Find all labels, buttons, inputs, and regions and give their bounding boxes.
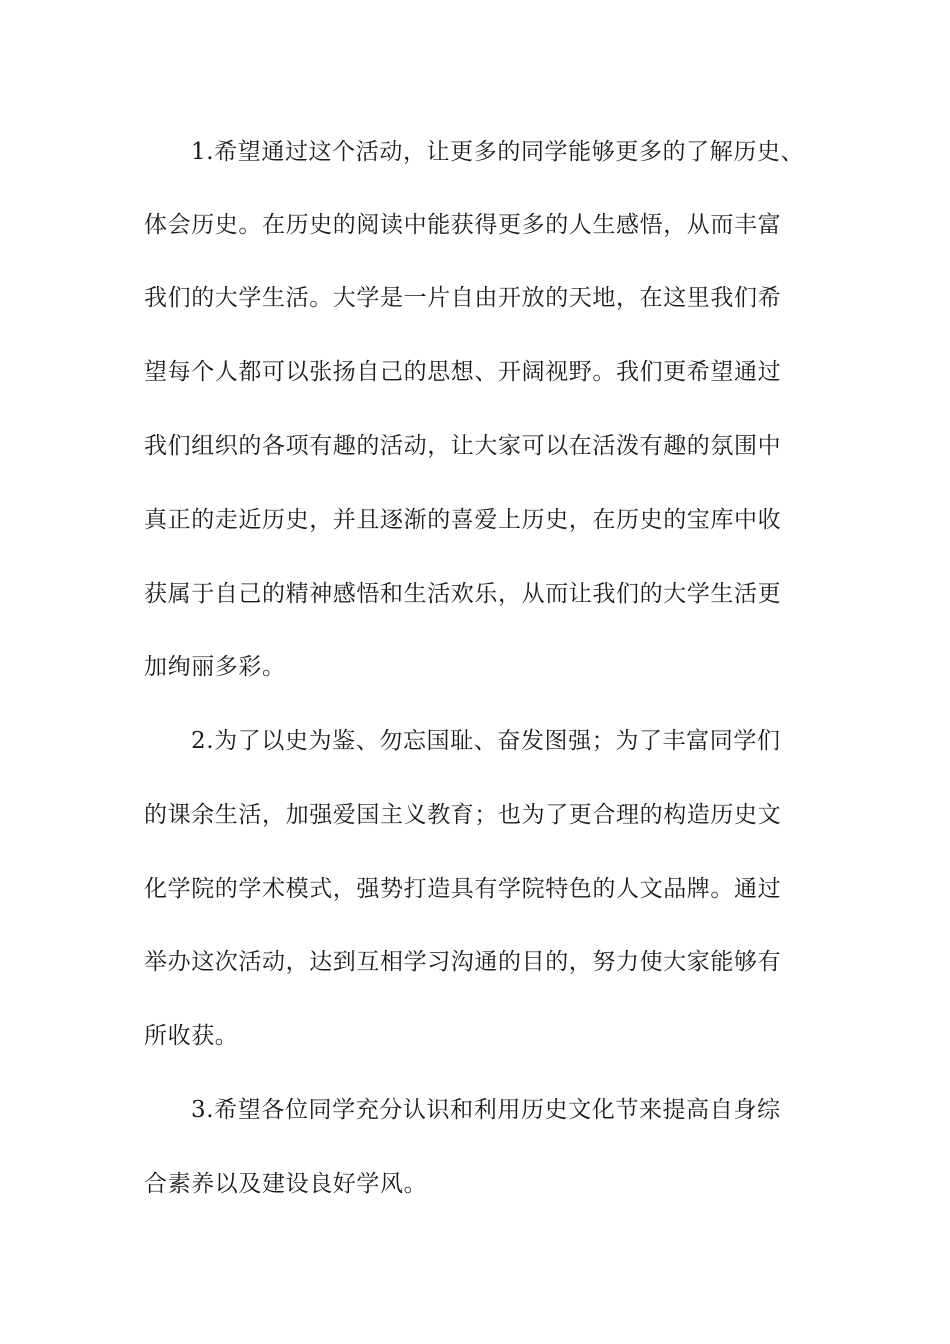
paragraph-1-line-4: 望每个人都可以张扬自己的思想、开阔视野。我们更希望通过 xyxy=(144,359,782,385)
paragraph-1-line-2: 体会历史。在历史的阅读中能获得更多的人生感悟，从而丰富 xyxy=(144,212,782,238)
paragraph-2-line-5: 所收获。 xyxy=(144,1023,239,1049)
paragraph-2-line-4: 举办这次活动，达到互相学习沟通的目的，努力使大家能够有 xyxy=(144,949,782,975)
paragraph-2-line-1: 2.为了以史为鉴、勿忘国耻、奋发图强；为了丰富同学们 xyxy=(191,728,781,754)
paragraph-2-line-2: 的课余生活，加强爱国主义教育；也为了更合理的构造历史文 xyxy=(144,802,782,828)
paragraph-1-line-8: 加绚丽多彩。 xyxy=(144,654,286,680)
paragraph-2-line-3: 化学院的学术模式，强势打造具有学院特色的人文品牌。通过 xyxy=(144,876,782,902)
paragraph-1-line-7: 获属于自己的精神感悟和生活欢乐，从而让我们的大学生活更 xyxy=(144,581,782,607)
paragraph-3-line-1: 3.希望各位同学充分认识和利用历史文化节来提高自身综 xyxy=(191,1097,781,1123)
paragraph-1-line-6: 真正的走近历史，并且逐渐的喜爱上历史，在历史的宝库中收 xyxy=(144,507,782,533)
paragraph-1-line-1: 1.希望通过这个活动，让更多的同学能够更多的了解历史、 xyxy=(191,139,805,165)
paragraph-3-line-2: 合素养以及建设良好学风。 xyxy=(144,1171,428,1197)
paragraph-1-line-5: 我们组织的各项有趣的活动，让大家可以在活泼有趣的氛围中 xyxy=(144,433,782,459)
paragraph-1-line-3: 我们的大学生活。大学是一片自由开放的天地，在这里我们希 xyxy=(144,285,782,311)
